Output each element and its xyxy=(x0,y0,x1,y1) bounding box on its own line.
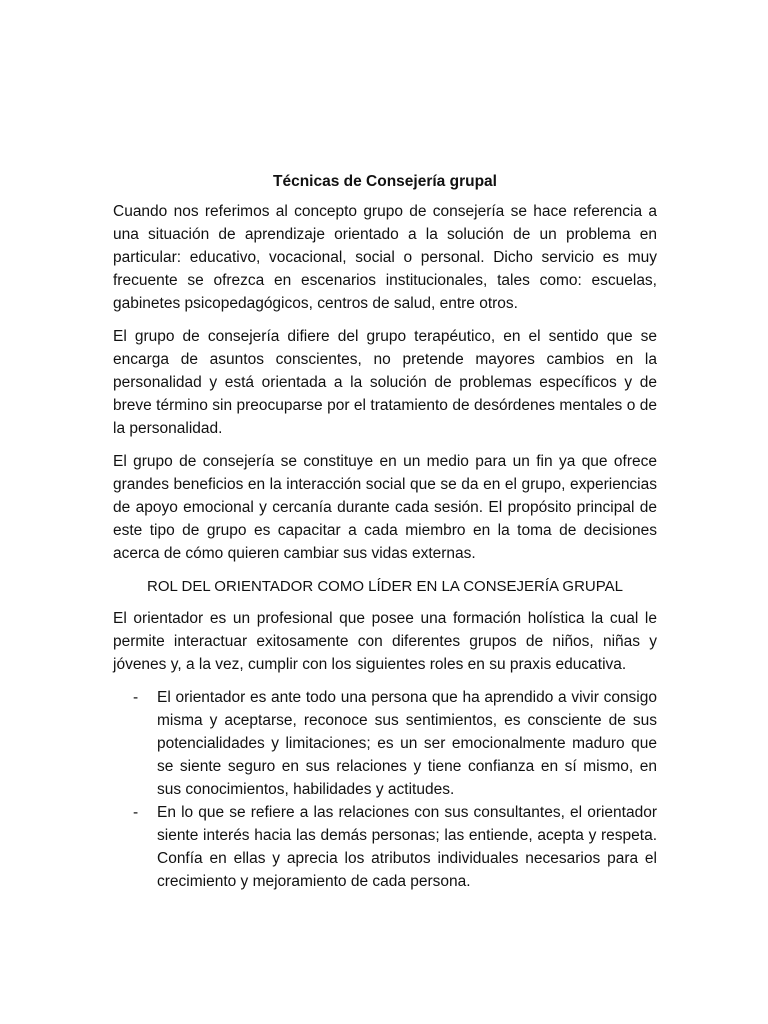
paragraph-orientador: El orientador es un profesional que posee una formación holística la cual le permite interactuar exitosamente con diferentes grupos de niños, niñas y jóvenes y, a la vez, cumplir con los siguientes roles en su praxis educativa. xyxy=(113,610,657,673)
bullet-dash: - xyxy=(133,804,139,821)
document-page xyxy=(113,170,657,893)
paragraph-purpose: El grupo de consejería se constituye en un medio para un fin ya que ofrece grandes beneficios en la interacción social que se da en el grupo, experiencias de apoyo emocional y cercanía durante cada sesión. El propósito principal de este tipo de grupo es capacitar a cada miembro en la toma de decisiones acerca de cómo quieren cambiar sus vidas externas. xyxy=(113,453,657,562)
list-item-text: En lo que se refiere a las relaciones con sus consultantes, el orientador siente interés hacia las demás personas; las entiende, acepta y respeta. Confía en ellas y aprecia los atributos individuales necesarios para el crecimiento y mejoramiento de cada persona. xyxy=(157,804,657,890)
paragraph-intro: Cuando nos referimos al concepto grupo de consejería se hace referencia a una situación de aprendizaje orientado a la solución de un problema en particular: educativo, vocacional, social o personal. Dicho servicio es muy frecuente se ofrezca en escenarios institucionales, tales como: escuelas, gabinetes psicopedagógicos, centros de salud, entre otros. xyxy=(113,203,657,312)
document-title: Técnicas de Consejería grupal xyxy=(273,173,497,190)
section-heading: ROL DEL ORIENTADOR COMO LÍDER EN LA CONSEJERÍA GRUPAL xyxy=(147,578,623,595)
list-item-text: El orientador es ante todo una persona que ha aprendido a vivir consigo misma y aceptarse, reconoce sus sentimientos, es consciente de sus potencialidades y limitaciones; es un ser emocionalmente maduro que se siente seguro en sus relaciones y tiene confianza en sí mismo, en sus conocimientos, habilidades y actitudes. xyxy=(157,689,657,798)
list-item xyxy=(113,686,657,801)
list-item xyxy=(113,801,657,893)
paragraph-difference: El grupo de consejería difiere del grupo terapéutico, en el sentido que se encarga de asuntos conscientes, no pretende mayores cambios en la personalidad y está orientada a la solución de problemas específicos y de breve término sin preocuparse por el tratamiento de desórdenes mentales o de la personalidad. xyxy=(113,328,657,437)
roles-list xyxy=(113,686,657,893)
bullet-dash: - xyxy=(133,689,139,706)
